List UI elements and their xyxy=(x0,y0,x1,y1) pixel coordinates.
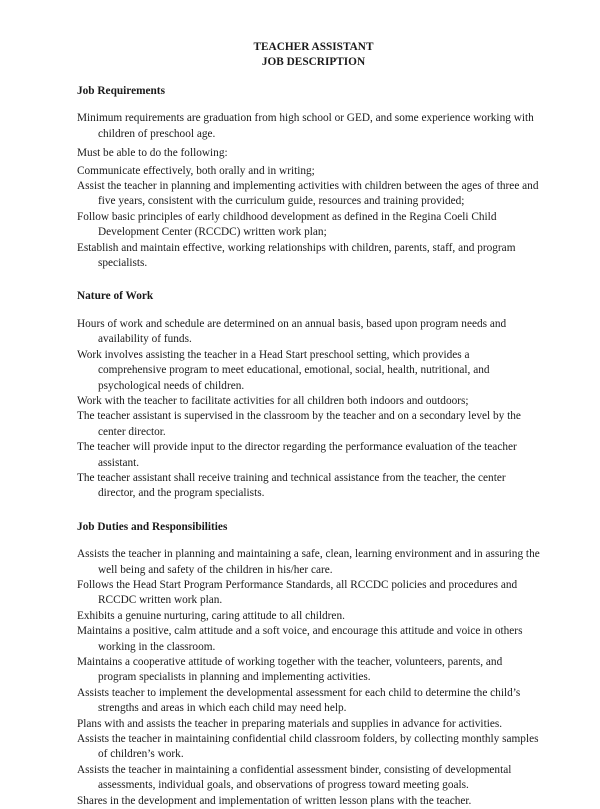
section-nature-of-work xyxy=(77,289,540,501)
list-item: Communicate effectively, both orally and in writing; xyxy=(77,164,315,177)
list-item: Assists the teacher in planning and maintaining a safe, clean, learning environment and in assuring the well being and safety of the children in his/her care. xyxy=(77,548,540,576)
list-item: Follow basic principles of early childhood development as defined in the Regina Coeli Child Development Center (RCCDC) written work plan; xyxy=(77,210,497,239)
section-heading: Nature of Work xyxy=(77,290,154,303)
list-item: Work involves assisting the teacher in a Head Start preschool setting, which provides a comprehensive program to meet educational, emotional, social, health, nutritional, and psychological needs of children. xyxy=(77,348,490,392)
list-item: The teacher assistant shall receive training and technical assistance from the teacher, the center director, and the program specialists. xyxy=(77,471,506,500)
paragraph: Must be able to do the following: xyxy=(77,147,228,160)
list-item: Maintains a cooperative attitude of working together with the teacher, volunteers, parents, and program specialists in planning and implementing activities. xyxy=(77,656,503,684)
list-item: Exhibits a genuine nurturing, caring attitude to all children. xyxy=(77,609,345,622)
paragraph: Minimum requirements are graduation from high school or GED, and some experience working with children of preschool age. xyxy=(77,112,534,140)
section-job-duties xyxy=(77,520,540,809)
list-item: Maintains a positive, calm attitude and a soft voice, and encourage this attitude and voice in others working in the classroom. xyxy=(77,625,523,653)
list-item: Assist the teacher in planning and implementing activities with children between the ages of three and five years, consistent with the curriculum guide, resources and training provided; xyxy=(77,180,539,208)
section-heading: Job Requirements xyxy=(77,85,165,97)
list-item: Hours of work and schedule are determined on an annual basis, based upon program needs and availability of funds. xyxy=(77,317,507,346)
list-item: Follows the Head Start Program Performance Standards, all RCCDC policies and procedures and RCCDC written work plan. xyxy=(77,578,518,607)
list-item: Assists the teacher in maintaining a confidential assessment binder, consisting of developmental assessments, individual goals, and observations of progress toward meeting goals. xyxy=(77,763,512,792)
section-heading: Job Duties and Responsibilities xyxy=(77,520,228,533)
document-title-line-1: TEACHER ASSISTANT xyxy=(253,41,374,53)
list-item: Work with the teacher to facilitate activities for all children both indoors and outdoors; xyxy=(77,394,469,407)
section-job-requirements xyxy=(77,84,540,271)
list-item: Assists teacher to implement the developmental assessment for each child to determine the child’s strengths and areas in which each child may need help. xyxy=(77,686,521,715)
list-item: Plans with and assists the teacher in preparing materials and supplies in advance for activities. xyxy=(77,717,503,730)
document-title-line-2: JOB DESCRIPTION xyxy=(261,56,366,68)
list-item: The teacher assistant is supervised in the classroom by the teacher and on a secondary level by the center director. xyxy=(77,410,521,438)
list-item: Shares in the development and implementation of written lesson plans with the teacher. xyxy=(77,794,472,807)
list-item: Assists the teacher in maintaining confidential child classroom folders, by collecting monthly samples of children’s work. xyxy=(77,733,539,761)
list-item: Establish and maintain effective, working relationships with children, parents, staff, and program specialists. xyxy=(77,241,516,270)
list-item: The teacher will provide input to the director regarding the performance evaluation of the teacher assistant. xyxy=(77,441,517,469)
